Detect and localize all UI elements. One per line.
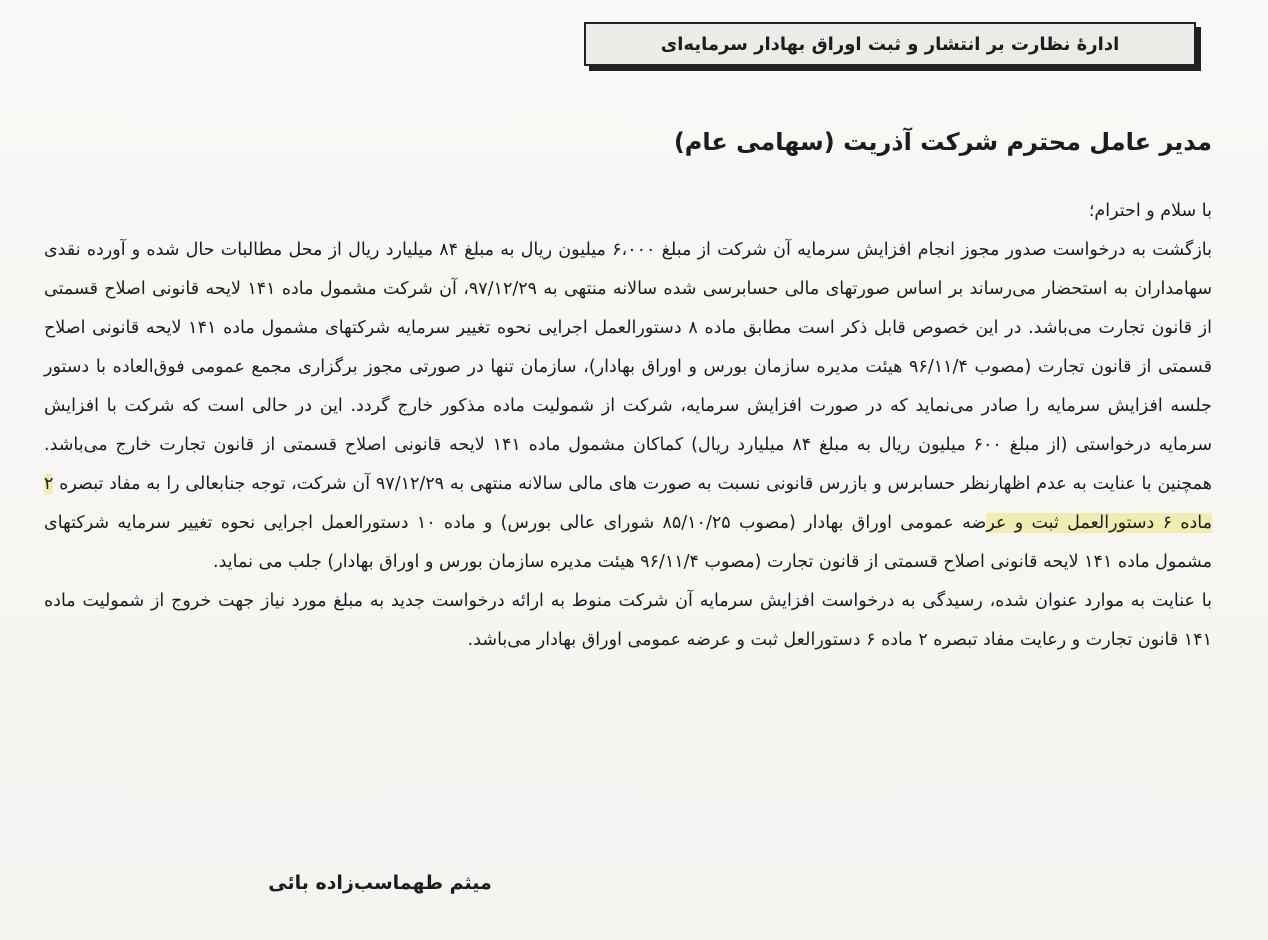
letter-body xyxy=(44,192,1212,660)
recipient-line: مدیر عامل محترم شرکت آذریت (سهامی عام) xyxy=(673,128,1212,156)
department-header-box xyxy=(584,22,1196,66)
greeting: با سلام و احترام؛ xyxy=(1088,201,1212,221)
highlighted-reference: ۲ ماده ۶ دستورالعمل ثبت و عر xyxy=(44,474,1213,533)
paragraph-main-part1: بازگشت به درخواست صدور مجوز انجام افزایش سرمایه آن شرکت از مبلغ ۶،۰۰۰ میلیون ریال به مبلغ ۸۴ میلیارد ریال از محل مطالبات حال شده و آورده نقدی سهامداران به استحضار می‌رساند بر اساس صورتهای مالی حسابرسی شده سالانه منتهی به ۹۷/۱۲/۲۹، آن شرکت مشمول ماده ۱۴۱ لایحه قانونی اصلاح قسمتی از قانون تجارت می‌باشد. در این خصوص قابل ذکر است مطابق ماده ۸ دستورالعمل اجرایی نحوه تغییر سرمایه شرکتهای مشمول ماده ۱۴۱ لایحه قانونی اصلاح قسمتی از قانون تجارت (مصوب ۹۶/۱۱/۴ هیئت مدیره سازمان بورس و اوراق بهادار)، سازمان تنها در صورتی مجوز برگزاری مجمع عمومی فوق‌العاده با دستور جلسه افزایش سرمایه را صادر می‌نماید که در صورت افزایش سرمایه، شرکت از شمولیت ماده مذکور خارج گردد. این در حالی است که شرکت با افزایش سرمایه درخواستی (از مبلغ ۶۰۰ میلیون ریال به مبلغ ۸۴ میلیارد ریال) کماکان مشمول ماده ۱۴۱ لایحه قانونی اصلاح قسمتی از قانون تجارت خارج می‌باشد. همچنین با عنایت به عدم اظهارنظر حسابرس و بازرس قانونی نسبت به صورت های مالی سالانه منتهی به ۹۷/۱۲/۲۹ آن شرکت، توجه جنابعالی را به مفاد تبصره xyxy=(44,240,1212,494)
department-title: ادارهٔ نظارت بر انتشار و ثبت اوراق بهادار سرمایه‌ای xyxy=(660,33,1120,55)
signatory-name: میثم طهماسب‌زاده بائی xyxy=(268,872,492,894)
paragraph-conclusion: با عنایت به موارد عنوان شده، رسیدگی به درخواست افزایش سرمایه آن شرکت منوط به ارائه درخواست جدید به مبلغ مورد نیاز جهت خروج از شمولیت ماده ۱۴۱ قانون تجارت و رعایت مفاد تبصره ۲ ماده ۶ دستورالعل ثبت و عرضه عمومی اوراق بهادار می‌باشد. xyxy=(44,591,1212,650)
paragraph-main xyxy=(44,231,1212,582)
paragraph-main-part2: ضه عمومی اوراق بهادار (مصوب ۸۵/۱۰/۲۵ شورای عالی بورس) و ماده ۱۰ دستورالعمل اجرایی نحوه تغییر سرمایه شرکتهای مشمول ماده ۱۴۱ لایحه قانونی اصلاح قسمتی از قانون تجارت (مصوب ۹۶/۱۱/۴ هیئت مدیره سازمان بورس و اوراق بهادار) جلب می نماید. xyxy=(44,513,1212,572)
